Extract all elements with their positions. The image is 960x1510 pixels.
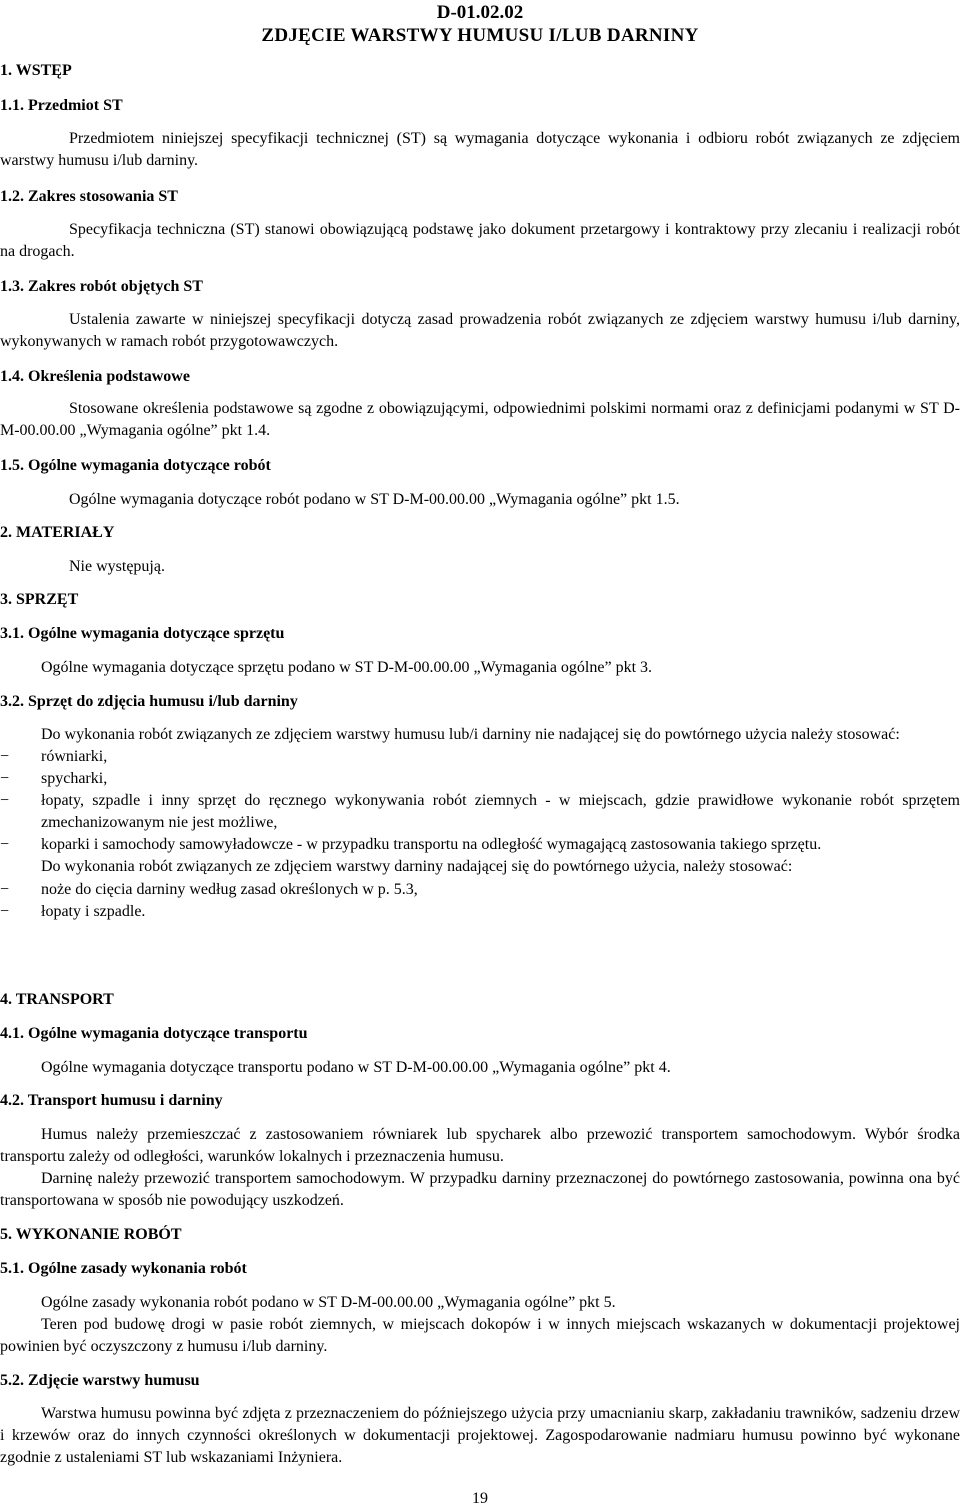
paragraph-3-2-turf-intro: Do wykonania robót związanych ze zdjęciem warstwy darniny nadającej się do powtórnego użycia, należy stosować:	[41, 858, 793, 876]
equipment-list	[0, 746, 960, 856]
heading-1-4: 1.4. Określenia podstawowe	[0, 368, 190, 385]
list-item: − noże do cięcia darniny według zasad określonych w p. 5.3,	[0, 879, 960, 901]
list-item: − równiarki,	[0, 746, 960, 768]
heading-4-1: 4.1. Ogólne wymagania dotyczące transportu	[0, 1025, 308, 1042]
heading-4: 4. TRANSPORT	[0, 991, 114, 1008]
heading-3: 3. SPRZĘT	[0, 591, 79, 608]
heading-2: 2. MATERIAŁY	[0, 524, 115, 541]
heading-4-2: 4.2. Transport humusu i darniny	[0, 1092, 223, 1109]
paragraph-5-2: Warstwa humusu powinna być zdjęta z przeznaczeniem do późniejszego użycia przy umacnianiu skarp, zakładaniu trawników, sadzeniu drzew i krzewów oraz do innych czynności określonych w dokumentacji projektowej. Zagospodarowanie nadmiaru humusu powinno być wykonane zgodnie z ustaleniami ST lub wskazaniami Inżyniera.	[0, 1405, 960, 1467]
heading-3-1: 3.1. Ogólne wymagania dotyczące sprzętu	[0, 625, 285, 642]
paragraph-3-2-intro: Do wykonania robót związanych ze zdjęciem warstwy humusu lub/i darniny nie nadającej się do powtórnego użycia należy stosować:	[41, 726, 900, 743]
list-item: − koparki i samochody samowyładowcze - w przypadku transportu na odległość wymagającą zastosowania takiego sprzętu.	[0, 834, 960, 856]
list-item: − łopaty i szpadle.	[0, 901, 960, 923]
paragraph-3-1: Ogólne wymagania dotyczące sprzętu podano w ST D-M-00.00.00 „Wymagania ogólne” pkt 3.	[41, 659, 653, 676]
paragraph-5-1-general: Ogólne zasady wykonania robót podano w ST D-M-00.00.00 „Wymagania ogólne” pkt 5.	[41, 1294, 616, 1311]
paragraph-4-2-humus: Humus należy przemieszczać z zastosowaniem równiarek lub spycharek albo przewozić transportem samochodowym. Wybór środka transportu zależy od odległości, warunków lokalnych i przeznaczenia humusu.	[0, 1126, 960, 1166]
section-3-2-body	[0, 724, 960, 923]
list-item: − łopaty, szpadle i inny sprzęt do ręcznego wykonywania robót ziemnych - w miejscach, gdzie prawidłowe wykonanie robót sprzętem zmechanizowanym nie jest możliwe,	[0, 790, 960, 834]
heading-5-2: 5.2. Zdjęcie warstwy humusu	[0, 1372, 200, 1389]
section-4-2-body	[0, 1124, 960, 1212]
paragraph-4-2-turf: Darninę należy przewozić transportem samochodowym. W przypadku darniny przeznaczonej do powtórnego zastosowania, powinna ona być transportowana w sposób nie powodujący uszkodzeń.	[0, 1170, 960, 1210]
paragraph-1-2: Specyfikacja techniczna (ST) stanowi obowiązującą podstawę jako dokument przetargowy i kontraktowy przy zlecaniu i realizacji robót na drogach.	[0, 221, 960, 261]
section-5-1-body	[0, 1292, 960, 1358]
heading-1-5: 1.5. Ogólne wymagania dotyczące robót	[0, 457, 271, 474]
document-title: ZDJĘCIE WARSTWY HUMUSU I/LUB DARNINY	[261, 25, 699, 46]
page-number: 19	[472, 1490, 488, 1507]
paragraph-4-1: Ogólne wymagania dotyczące transportu podano w ST D-M-00.00.00 „Wymagania ogólne” pkt 4.	[41, 1059, 671, 1076]
paragraph-1-4: Stosowane określenia podstawowe są zgodne z obowiązującymi, odpowiednimi polskimi normami oraz z definicjami podanymi w ST D-M-00.00.00 „Wymagania ogólne” pkt 1.4.	[0, 400, 960, 440]
document-code: D-01.02.02	[436, 2, 524, 23]
heading-1: 1. WSTĘP	[0, 62, 72, 79]
heading-5-1: 5.1. Ogólne zasady wykonania robót	[0, 1260, 247, 1277]
paragraph-5-1-site: Teren pod budowę drogi w pasie robót ziemnych, w miejscach dokopów i w innych miejscach wskazanych w dokumentacji projektowej powinien być oczyszczony z humusu i/lub darniny.	[0, 1316, 960, 1356]
heading-1-3: 1.3. Zakres robót objętych ST	[0, 278, 203, 295]
turf-equipment-list	[0, 879, 960, 923]
list-item: − spycharki,	[0, 768, 960, 790]
heading-1-2: 1.2. Zakres stosowania ST	[0, 188, 178, 205]
paragraph-1-5: Ogólne wymagania dotyczące robót podano w ST D-M-00.00.00 „Wymagania ogólne” pkt 1.5.	[69, 491, 680, 508]
heading-1-1: 1.1. Przedmiot ST	[0, 97, 123, 114]
paragraph-2: Nie występują.	[69, 558, 165, 575]
heading-3-2: 3.2. Sprzęt do zdjęcia humusu i/lub darniny	[0, 693, 298, 710]
paragraph-1-3: Ustalenia zawarte w niniejszej specyfikacji dotyczą zasad prowadzenia robót związanych ze zdjęciem warstwy humusu i/lub darniny, wykonywanych w ramach robót przygotowawczych.	[0, 311, 960, 351]
paragraph-1-1: Przedmiotem niniejszej specyfikacji technicznej (ST) są wymagania dotyczące wykonania i odbioru robót związanych ze zdjęciem warstwy humusu i/lub darniny.	[0, 130, 960, 170]
heading-5: 5. WYKONANIE ROBÓT	[0, 1226, 182, 1243]
